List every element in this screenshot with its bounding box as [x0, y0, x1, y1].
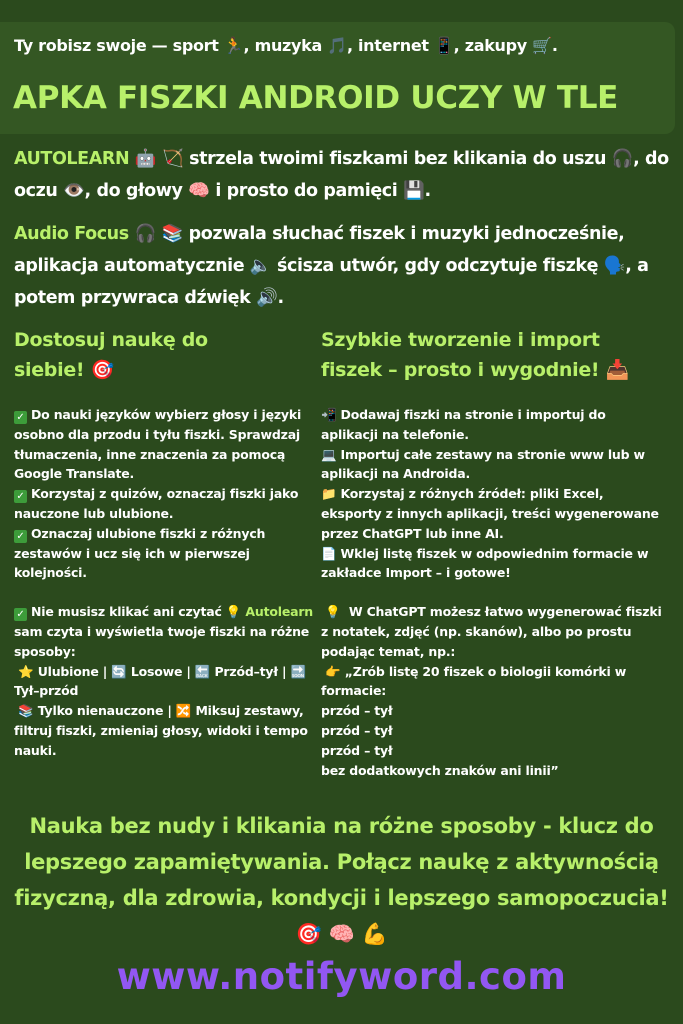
closing-text — [10, 808, 673, 952]
example-line: przód – tył — [321, 703, 393, 719]
lightbulb-icon: 💡 — [325, 604, 341, 620]
floppy-disk-icon: 💾 — [403, 181, 425, 201]
books-icon: 📚 — [161, 224, 183, 244]
list-item-text: Dodawaj fiszki na stronie i importuj do aplikacji na telefonie. — [321, 407, 606, 442]
tagline-text: , muzyka — [243, 36, 323, 55]
website-url[interactable]: www.notifyword.com — [116, 955, 567, 998]
list-item — [14, 524, 314, 583]
tip-text: W ChatGPT możesz łatwo wygenerować fiszki z notatek, zdjęć (np. skanów), albo po prostu podając temat, np.: — [321, 604, 662, 659]
target-icon: 🎯 — [295, 922, 322, 946]
check-icon: ✓ — [14, 530, 27, 543]
brain-icon: 🧠 — [188, 181, 210, 201]
right-column-title-text: Szybkie tworzenie i import fiszek – prosto i wygodnie! — [321, 329, 600, 381]
list-item-text: Wklej listę fiszek w odpowiednim formacie w zakładce Import – i gotowe! — [321, 545, 649, 581]
eye-icon: 👁️ — [63, 181, 85, 201]
list-item-text: Korzystaj z różnych źródeł: pliki Excel, eksporty z innych aplikacji, treści wygenerowane przez ChatGPT lub inne AI. — [321, 486, 659, 541]
list-item — [321, 445, 666, 485]
mode-label: Przód–tył | — [214, 663, 287, 679]
right-column-title — [321, 325, 661, 385]
example-line — [321, 662, 666, 702]
mode-label: Ulubione | — [37, 663, 108, 679]
list-item — [14, 602, 314, 661]
audio-focus-text: , a potem przywraca dźwięk — [14, 256, 649, 308]
lightbulb-icon: 💡 — [225, 604, 242, 620]
check-icon: ✓ — [14, 411, 27, 424]
pointing-hand-icon: 👉 — [325, 663, 341, 679]
tip — [321, 602, 666, 661]
tagline-text: , zakupy — [453, 36, 527, 55]
speaker-low-icon: 🔈 — [249, 256, 272, 276]
phone-icon: 📱 — [434, 36, 454, 55]
folder-icon: 📁 — [321, 486, 337, 502]
audio-focus-brand: Audio Focus — [14, 224, 129, 244]
speaking-head-icon: 🗣️ — [603, 256, 626, 276]
tagline-text: , internet — [346, 36, 429, 55]
headline: APKA FISZKI ANDROID UCZY W TLE — [13, 80, 619, 116]
cart-icon: 🛒 — [532, 36, 552, 55]
autolearn-paragraph — [14, 143, 674, 207]
autolearn-text: . — [424, 181, 431, 201]
tagline-text: Ty robisz swoje — sport — [14, 36, 219, 55]
modes-line — [14, 662, 314, 702]
list-item-text: Oznaczaj ulubione fiszki z różnych zestawów i ucz się ich w pierwszej kolejności. — [14, 525, 266, 581]
mode-label: Losowe | — [130, 663, 191, 679]
autolearn-text: strzela twoimi fiszkami bez klikania do uszu — [189, 149, 607, 169]
left-column — [14, 405, 314, 761]
audio-focus-paragraph — [14, 218, 674, 314]
tagline — [14, 36, 674, 55]
autolearn-text: , do głowy — [84, 181, 183, 201]
right-column — [321, 405, 666, 780]
autolearn-text: i prosto do pamięci — [215, 181, 398, 201]
robot-icon: 🤖 — [134, 149, 157, 169]
modes-line — [14, 701, 314, 760]
list-item-text: Korzystaj z quizów, oznaczaj fiszki jako nauczone lub ulubione. — [14, 486, 299, 521]
soon-arrow-icon: 🔜 — [290, 663, 306, 679]
list-item-text: Importuj całe zestawy na stronie www lub w aplikacji na Androida. — [321, 446, 645, 482]
brain-icon: 🧠 — [328, 922, 355, 946]
mobile-arrow-icon: 📲 — [321, 407, 337, 422]
example-text: „Zrób listę 20 fiszek o biologii komórki w formacie: — [321, 663, 627, 699]
audio-focus-text: pozwala słuchać fiszek i muzyki jednocześnie, aplikacja automatycznie — [14, 224, 625, 276]
inbox-icon: 📥 — [605, 359, 629, 381]
list-item — [321, 484, 666, 543]
list-item — [321, 544, 666, 584]
left-column-title — [14, 325, 274, 385]
headphones-icon: 🎧 — [134, 224, 156, 244]
back-arrow-icon: 🔙 — [194, 663, 211, 679]
closing-text-body: Nauka bez nudy i klikania na różne sposoby - klucz do lepszego zapamiętywania. Połącz naukę z aktywnością fizyczną, dla zdrowia, kondycji i lepszego samopoczucia! — [14, 814, 669, 910]
list-item — [14, 484, 314, 524]
document-icon: 📄 — [321, 545, 337, 561]
music-note-icon: 🎵 — [327, 36, 347, 55]
mode-label: Tył–przód — [14, 683, 79, 699]
mode-label: Miksuj zestawy, filtruj fiszki, zmieniaj głosy, widoki i tempo nauki. — [14, 703, 308, 758]
left-column-title-text: Dostosuj naukę do siebie! — [14, 329, 208, 381]
headphones-icon: 🎧 — [611, 149, 634, 169]
star-icon: ⭐ — [18, 663, 34, 679]
autolearn-brand: Autolearn — [245, 604, 314, 620]
list-item-text: Do nauki języków wybierz głosy i języki osobno dla przodu i tyłu fiszki. Sprawdzaj tłumaczenia, inne znaczenia za pomocą Google Translate. — [14, 407, 302, 482]
shuffle-icon: 🔀 — [175, 703, 192, 719]
repeat-icon: 🔄 — [111, 663, 127, 679]
example-line: bez dodatkowych znaków ani linii” — [321, 762, 559, 778]
bow-arrow-icon: 🏹 — [162, 149, 184, 169]
list-item-text: sam czyta i wyświetla twoje fiszki na różne sposoby: — [14, 623, 310, 659]
list-item-text: Nie musisz klikać ani czytać — [31, 604, 222, 620]
flexed-biceps-icon: 💪 — [361, 922, 388, 946]
example-line: przód – tył — [321, 742, 393, 758]
autolearn-text: , do oczu — [14, 149, 669, 201]
check-icon: ✓ — [14, 490, 27, 503]
list-item — [321, 405, 666, 445]
mode-label: Tylko nienauczone | — [37, 703, 172, 719]
autolearn-brand: AUTOLEARN — [14, 149, 130, 169]
list-item — [14, 405, 314, 484]
audio-focus-text: ścisza utwór, gdy odczytuje fiszkę — [277, 256, 599, 276]
speaker-icon: 🔊 — [256, 288, 278, 308]
audio-focus-text: . — [277, 288, 284, 308]
books-icon: 📚 — [18, 703, 34, 719]
check-icon: ✓ — [14, 608, 27, 621]
computer-icon: 💻 — [321, 446, 337, 462]
example-line: przód – tył — [321, 722, 393, 738]
runner-icon: 🏃 — [223, 36, 244, 55]
target-icon: 🎯 — [90, 359, 114, 381]
tagline-text: . — [551, 36, 558, 55]
